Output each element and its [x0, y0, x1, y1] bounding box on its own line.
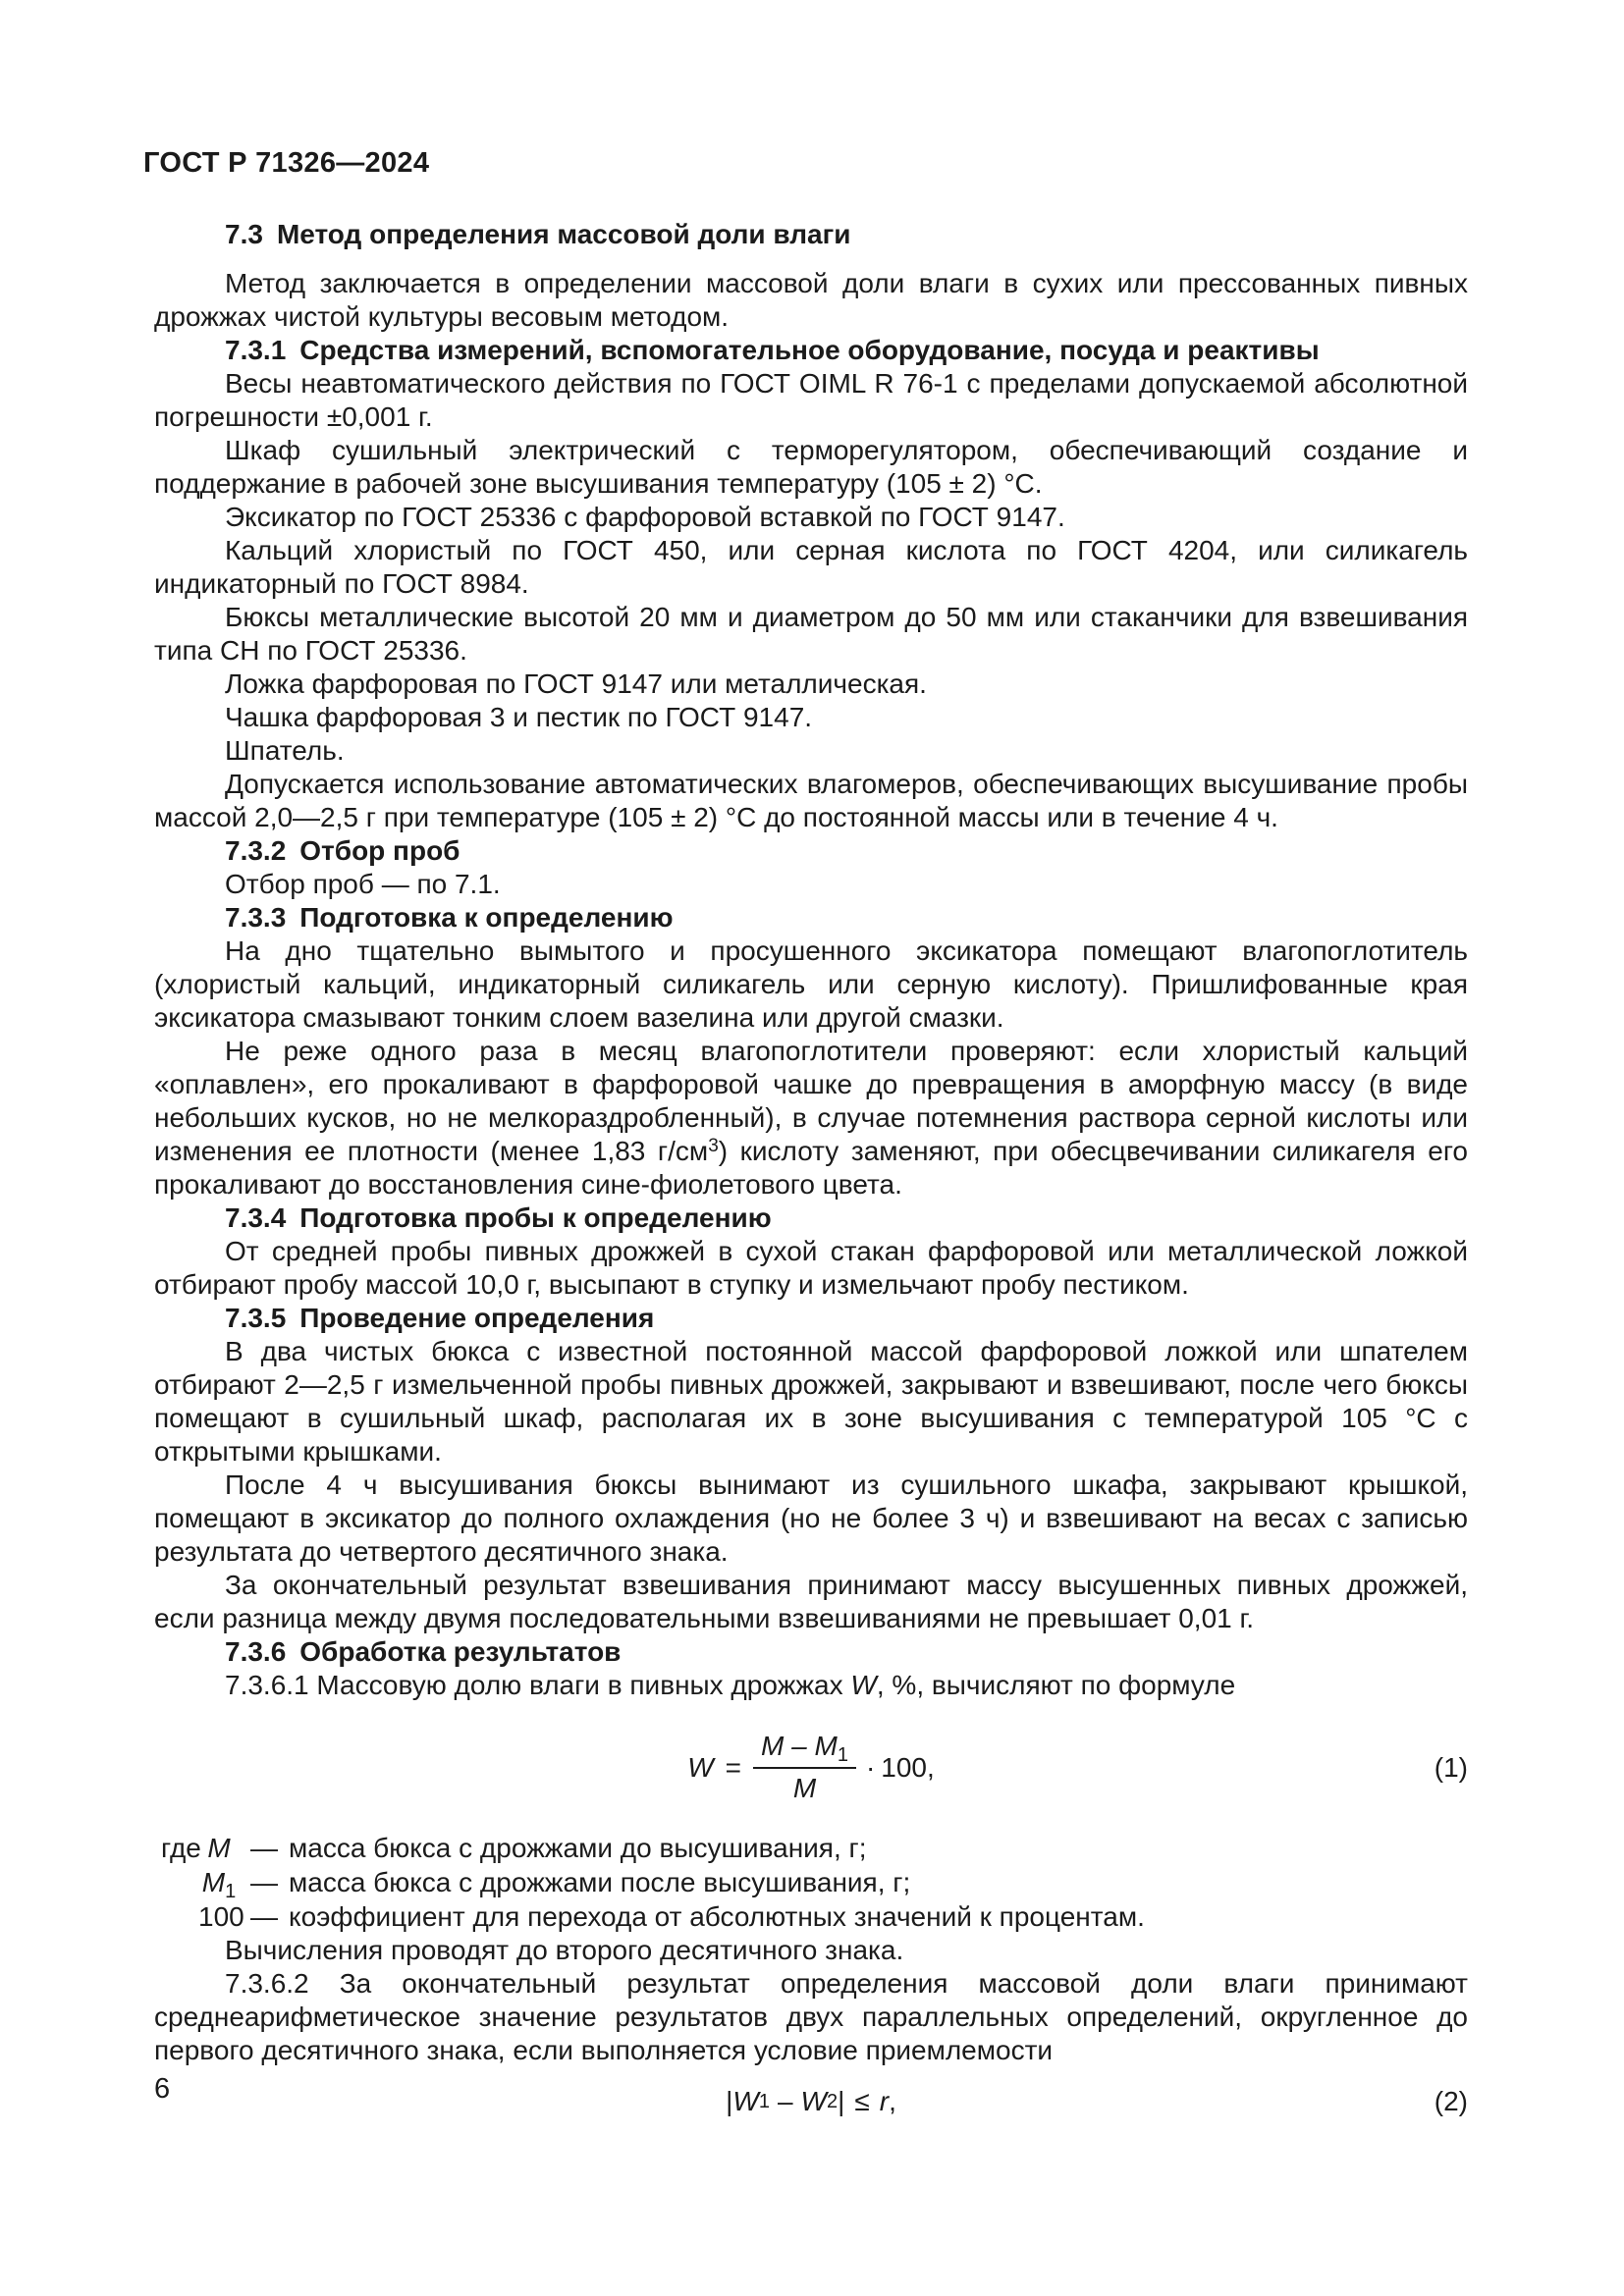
text-part: ) кислоту заменяют, при обесцвечивании силикагеля его прокаливают до восстановления сине-фиолетового цвета. — [154, 1136, 1469, 1200]
text-part: 7.3.6.1 Массовую долю влаги в пивных дрожжах — [225, 1670, 851, 1700]
multiplication-dot: · — [865, 1751, 876, 1783]
subscript-1: 1 — [837, 1744, 848, 1766]
definition-symbol — [198, 1831, 240, 1865]
math-var-m1: M — [201, 1867, 226, 1897]
definition-row — [154, 1831, 1468, 1865]
subscript: 1 — [225, 1881, 237, 1902]
para-calculations: Вычисления проводят до второго десятичного знака. — [225, 1935, 904, 1965]
para-moisture-analyzers: Допускается использование автоматических влагомеров, обеспечивающих высушивание пробы массой 2,0—2,5 г при температуре (105 ± 2) °С до постоянной массы или в течение 4 ч. — [154, 769, 1468, 832]
section-heading-7-3-1 — [154, 334, 1468, 367]
formula-2-expression: | W 1 – W 2 | ≤ r , — [726, 2086, 896, 2116]
para-sample-prep: От средней пробы пивных дрожжей в сухой стакан фарфоровой или металлической ложкой отбирают пробу массой 10,0 г, высыпают в ступку и измельчают пробу пестиком. — [154, 1236, 1468, 1300]
formula-1 — [154, 1730, 1468, 1805]
math-var-w: W — [850, 1670, 877, 1700]
formula-2-number: (2) — [1434, 2086, 1468, 2116]
section-number: 7.3.5 — [225, 1303, 287, 1333]
section-title: Метод определения массовой доли влаги — [276, 219, 851, 249]
coefficient-100: 100 — [198, 1901, 244, 1932]
math-var-m: M – M — [761, 1731, 838, 1761]
section-heading-7-3-4 — [154, 1201, 1468, 1235]
less-equal-sign: ≤ — [854, 2086, 870, 2116]
para-drying-cabinet: Шкаф сушильный электрический с терморегулятором, обеспечивающий создание и поддержание в рабочей зоне высушивания температуру (105 ± 2) °С. — [154, 435, 1468, 499]
definition-prefix — [154, 1899, 198, 1934]
para-sampling: Отбор проб — по 7.1. — [225, 869, 501, 899]
para-desiccator-prep: На дно тщательно вымытого и просушенного эксикатора помещают влагопоглотитель (хлористый кальций, индикаторный силикагель или серную кислоту). Пришлифованные края эксикатора смазывают тонким слоем вазелина или другой смазки. — [154, 935, 1468, 1033]
abs-bar: | — [838, 2086, 845, 2116]
section-heading-7-3 — [154, 218, 1468, 251]
section-heading-7-3-2 — [154, 834, 1468, 868]
section-heading-7-3-3 — [154, 901, 1468, 934]
section-title: Отбор проб — [299, 835, 460, 866]
definition-symbol — [198, 1865, 240, 1902]
text-part: , %, вычисляют по формуле — [876, 1670, 1236, 1700]
section-heading-7-3-6 — [154, 1635, 1468, 1669]
definition-dash: — — [250, 1867, 278, 1897]
section-number: 7.3 — [225, 219, 263, 249]
section-number: 7.3.4 — [225, 1202, 287, 1233]
formula-2 — [154, 2085, 1468, 2118]
document-header: ГОСТ Р 71326—2024 — [143, 147, 430, 179]
fraction-denominator: M — [792, 1773, 817, 1803]
definition-row — [154, 1865, 1468, 1902]
para-determination-3: За окончательный результат взвешивания принимают массу высушенных пивных дрожжей, если разница между двумя последовательными взвешиваниями не превышает 0,01 г. — [154, 1570, 1468, 1633]
minus-sign: – — [777, 2086, 793, 2116]
math-var-w2: W — [800, 2086, 827, 2116]
fraction — [753, 1730, 856, 1805]
para-desiccator: Эксикатор по ГОСТ 25336 с фарфоровой вставкой по ГОСТ 9147. — [225, 502, 1065, 532]
para-determination-1: В два чистых бюкса с известной постоянной массой фарфоровой ложкой или шпателем отбирают 2—2,5 г измельченной пробы пивных дрожжей, закрывают и взвешивают, после чего бюксы помещают в сушильный шкаф, располагая их в зоне высушивания с температурой 105 °С с открытыми крышками. — [154, 1336, 1468, 1467]
para-calcium-chloride: Кальций хлористый по ГОСТ 450, или серная кислота по ГОСТ 4204, или силикагель индикаторный по ГОСТ 8984. — [154, 535, 1468, 599]
section-number: 7.3.3 — [225, 902, 287, 933]
section-number: 7.3.2 — [225, 835, 287, 866]
section-title: Обработка результатов — [299, 1636, 622, 1667]
definition-description: коэффициент для перехода от абсолютных значений к процентам. — [289, 1901, 1145, 1932]
section-title: Подготовка к определению — [299, 902, 674, 933]
page-number: 6 — [154, 2073, 171, 2105]
document-content — [154, 218, 1468, 2118]
section-title: Средства измерений, вспомогательное оборудование, посуда и реактивы — [299, 335, 1320, 365]
math-var-w1: W — [732, 2086, 759, 2116]
superscript-3: 3 — [708, 1136, 719, 1156]
para-spoon: Ложка фарфоровая по ГОСТ 9147 или металлическая. — [225, 668, 927, 699]
abs-bar: | — [726, 2086, 733, 2116]
para-determination-2: После 4 ч высушивания бюксы вынимают из сушильного шкафа, закрывают крышкой, помещают в эксикатор до полного охлаждения (но не более 3 ч) и взвешивают на весах с записью результата до четвертого десятичного знака. — [154, 1469, 1468, 1567]
math-var-r: r — [879, 2086, 890, 2116]
math-var-w: W — [687, 1751, 714, 1783]
definition-prefix: где — [161, 1833, 201, 1863]
section-title: Проведение определения — [299, 1303, 655, 1333]
definition-symbol — [198, 1899, 244, 1934]
para-cup-pestle: Чашка фарфоровая 3 и пестик по ГОСТ 9147. — [225, 702, 813, 732]
math-var-m: M — [207, 1833, 231, 1863]
para-spatula: Шпатель. — [225, 735, 345, 766]
formula-1-number: (1) — [1434, 1751, 1468, 1783]
para-weighing-bottles: Бюксы металлические высотой 20 мм и диаметром до 50 мм или стаканчики для взвешивания типа СН по ГОСТ 25336. — [154, 602, 1468, 666]
fraction-numerator — [753, 1730, 856, 1769]
text-part: Не реже одного раза в месяц влагопоглотители проверяют: если хлористый кальций «оплавлен», его прокаливают в фарфоровой чашке до превращения в аморфную массу (в виде небольших кусков, но не мелкораздробленный), в случае потемнения раствора серной кислоты или изменения ее плотности (менее 1,83 г/см — [154, 1036, 1468, 1166]
para-7-3-6-2: 7.3.6.2 За окончательный результат определения массовой доли влаги принимают среднеарифметическое значение результатов двух параллельных определений, округленное до первого десятичного знака, если выполняется условие приемлемости — [154, 1968, 1468, 2065]
definition-description: масса бюкса с дрожжами после высушивания, г; — [289, 1867, 911, 1897]
definition-description: масса бюкса с дрожжами до высушивания, г; — [289, 1833, 867, 1863]
factor-100: 100, — [881, 1751, 935, 1783]
definition-prefix — [154, 1865, 198, 1899]
section-heading-7-3-5 — [154, 1302, 1468, 1335]
definition-dash: — — [250, 1901, 278, 1932]
para-absorbent-check — [154, 1035, 1468, 1201]
para-method-intro: Метод заключается в определении массовой доли влаги в сухих или прессованных пивных дрожжах чистой культуры весовым методом. — [154, 268, 1468, 332]
para-7-3-6-1 — [154, 1669, 1468, 1702]
section-title: Подготовка пробы к определению — [299, 1202, 772, 1233]
section-number: 7.3.6 — [225, 1636, 287, 1667]
comma: , — [889, 2086, 896, 2116]
definition-row — [154, 1899, 1468, 1934]
section-number: 7.3.1 — [225, 335, 287, 365]
formula-1-expression — [687, 1730, 935, 1805]
para-scales: Весы неавтоматического действия по ГОСТ OIML R 76-1 с пределами допускаемой абсолютной погрешности ±0,001 г. — [154, 368, 1468, 432]
equals-sign: = — [725, 1751, 742, 1783]
definition-dash: — — [250, 1833, 278, 1863]
